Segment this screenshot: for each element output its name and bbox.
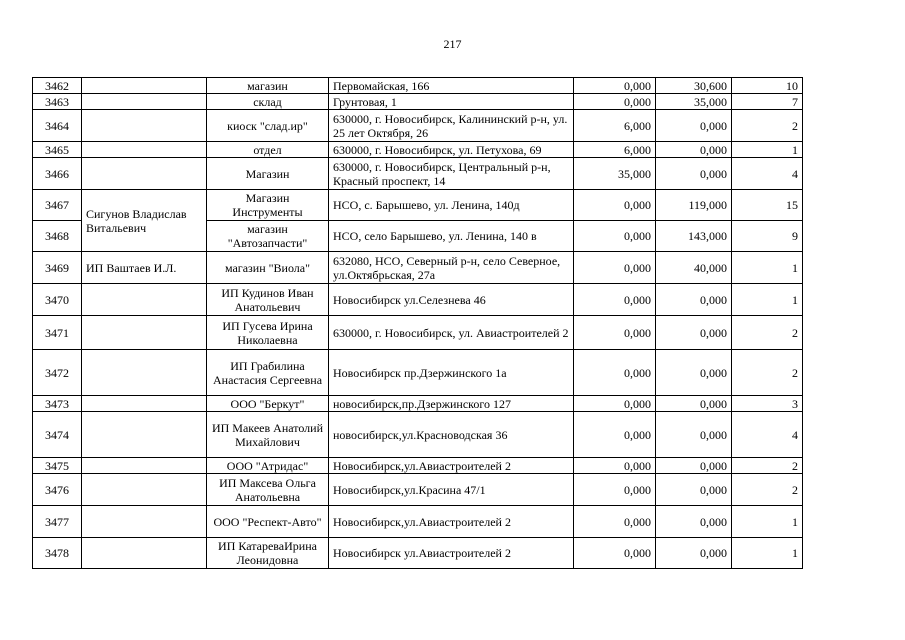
count-cell: 1 bbox=[732, 506, 803, 538]
value1-cell: 6,000 bbox=[574, 142, 656, 158]
object-cell: магазин "Автозапчасти" bbox=[207, 221, 329, 252]
table-row bbox=[33, 458, 803, 474]
table-row bbox=[33, 316, 803, 350]
address-cell: Грунтовая, 1 bbox=[329, 94, 574, 110]
value2-cell: 0,000 bbox=[656, 458, 732, 474]
value1-cell: 0,000 bbox=[574, 412, 656, 458]
value2-cell: 0,000 bbox=[656, 506, 732, 538]
row-id-cell: 3472 bbox=[33, 350, 82, 396]
value2-cell: 0,000 bbox=[656, 396, 732, 412]
owner-cell bbox=[82, 284, 207, 316]
table-row bbox=[33, 142, 803, 158]
owner-cell bbox=[82, 538, 207, 569]
count-cell: 15 bbox=[732, 190, 803, 221]
page-number: 217 bbox=[443, 37, 462, 51]
row-id-cell: 3469 bbox=[33, 252, 82, 284]
count-cell: 2 bbox=[732, 350, 803, 396]
value2-cell: 35,000 bbox=[656, 94, 732, 110]
row-id-cell: 3478 bbox=[33, 538, 82, 569]
value1-cell: 0,000 bbox=[574, 284, 656, 316]
count-cell: 2 bbox=[732, 458, 803, 474]
object-cell: Магазин Инструменты bbox=[207, 190, 329, 221]
owner-cell bbox=[82, 412, 207, 458]
address-cell: Новосибирск ул.Селезнева 46 bbox=[329, 284, 574, 316]
object-cell: ИП Кудинов Иван Анатольевич bbox=[207, 284, 329, 316]
object-cell: ООО "Беркут" bbox=[207, 396, 329, 412]
count-cell: 4 bbox=[732, 412, 803, 458]
address-cell: 630000, г. Новосибирск, Центральный р-н, Красный проспект, 14 bbox=[329, 158, 574, 190]
table-row bbox=[33, 538, 803, 569]
value2-cell: 0,000 bbox=[656, 350, 732, 396]
address-cell: НСО, село Барышево, ул. Ленина, 140 в bbox=[329, 221, 574, 252]
table-row bbox=[33, 190, 803, 221]
value2-cell: 30,600 bbox=[656, 78, 732, 94]
value2-cell: 0,000 bbox=[656, 316, 732, 350]
address-cell: 632080, НСО, Северный р-н, село Северное, ул.Октябрьская, 27а bbox=[329, 252, 574, 284]
row-id-cell: 3471 bbox=[33, 316, 82, 350]
value1-cell: 0,000 bbox=[574, 190, 656, 221]
count-cell: 10 bbox=[732, 78, 803, 94]
owner-cell bbox=[82, 110, 207, 142]
row-id-cell: 3465 bbox=[33, 142, 82, 158]
table-row bbox=[33, 158, 803, 190]
owner-cell bbox=[82, 506, 207, 538]
count-cell: 1 bbox=[732, 284, 803, 316]
value1-cell: 6,000 bbox=[574, 110, 656, 142]
owner-cell bbox=[82, 158, 207, 190]
row-id-cell: 3463 bbox=[33, 94, 82, 110]
address-cell: Новосибирск,ул.Авиастроителей 2 bbox=[329, 506, 574, 538]
row-id-cell: 3466 bbox=[33, 158, 82, 190]
object-cell: ИП Грабилина Анастасия Сергеевна bbox=[207, 350, 329, 396]
table-row bbox=[33, 110, 803, 142]
owner-cell bbox=[82, 78, 207, 94]
address-cell: НСО, с. Барышево, ул. Ленина, 140д bbox=[329, 190, 574, 221]
count-cell: 4 bbox=[732, 158, 803, 190]
value1-cell: 0,000 bbox=[574, 396, 656, 412]
table-row bbox=[33, 506, 803, 538]
address-cell: новосибирск,пр.Дзержинского 127 bbox=[329, 396, 574, 412]
value2-cell: 0,000 bbox=[656, 158, 732, 190]
value2-cell: 0,000 bbox=[656, 474, 732, 506]
object-cell: Магазин bbox=[207, 158, 329, 190]
row-id-cell: 3464 bbox=[33, 110, 82, 142]
object-cell: киоск "слад.ир" bbox=[207, 110, 329, 142]
object-cell: магазин bbox=[207, 78, 329, 94]
count-cell: 2 bbox=[732, 110, 803, 142]
value2-cell: 143,000 bbox=[656, 221, 732, 252]
table-row bbox=[33, 94, 803, 110]
owner-cell: Сигунов Владислав Витальевич bbox=[82, 190, 207, 252]
owner-cell bbox=[82, 458, 207, 474]
value2-cell: 0,000 bbox=[656, 412, 732, 458]
value1-cell: 0,000 bbox=[574, 221, 656, 252]
row-id-cell: 3474 bbox=[33, 412, 82, 458]
object-cell: ИП КатареваИрина Леонидовна bbox=[207, 538, 329, 569]
value1-cell: 0,000 bbox=[574, 94, 656, 110]
value1-cell: 0,000 bbox=[574, 316, 656, 350]
row-id-cell: 3470 bbox=[33, 284, 82, 316]
row-id-cell: 3468 bbox=[33, 221, 82, 252]
owner-cell bbox=[82, 396, 207, 412]
object-cell: ИП Максева Ольга Анатольевна bbox=[207, 474, 329, 506]
count-cell: 9 bbox=[732, 221, 803, 252]
row-id-cell: 3467 bbox=[33, 190, 82, 221]
count-cell: 3 bbox=[732, 396, 803, 412]
value1-cell: 0,000 bbox=[574, 538, 656, 569]
address-cell: Новосибирск,ул.Красина 47/1 bbox=[329, 474, 574, 506]
value1-cell: 0,000 bbox=[574, 474, 656, 506]
object-cell: склад bbox=[207, 94, 329, 110]
object-cell: ИП Гусева Ирина Николаевна bbox=[207, 316, 329, 350]
address-cell: Новосибирск пр.Дзержинского 1а bbox=[329, 350, 574, 396]
value2-cell: 0,000 bbox=[656, 110, 732, 142]
owner-cell bbox=[82, 142, 207, 158]
value1-cell: 0,000 bbox=[574, 350, 656, 396]
address-cell: 630000, г. Новосибирск, ул. Авиастроителей 2 bbox=[329, 316, 574, 350]
object-cell: отдел bbox=[207, 142, 329, 158]
value2-cell: 0,000 bbox=[656, 142, 732, 158]
row-id-cell: 3475 bbox=[33, 458, 82, 474]
count-cell: 1 bbox=[732, 142, 803, 158]
value2-cell: 0,000 bbox=[656, 538, 732, 569]
owner-cell bbox=[82, 474, 207, 506]
count-cell: 2 bbox=[732, 316, 803, 350]
value1-cell: 0,000 bbox=[574, 78, 656, 94]
owner-cell bbox=[82, 316, 207, 350]
table-row bbox=[33, 396, 803, 412]
table-row bbox=[33, 78, 803, 94]
count-cell: 1 bbox=[732, 538, 803, 569]
row-id-cell: 3462 bbox=[33, 78, 82, 94]
owner-cell bbox=[82, 350, 207, 396]
object-cell: ИП Макеев Анатолий Михайлович bbox=[207, 412, 329, 458]
address-cell: Первомайская, 166 bbox=[329, 78, 574, 94]
value1-cell: 0,000 bbox=[574, 252, 656, 284]
table-row bbox=[33, 474, 803, 506]
count-cell: 7 bbox=[732, 94, 803, 110]
row-id-cell: 3476 bbox=[33, 474, 82, 506]
row-id-cell: 3473 bbox=[33, 396, 82, 412]
table-row bbox=[33, 412, 803, 458]
owner-cell bbox=[82, 94, 207, 110]
object-cell: ООО "Респект-Авто" bbox=[207, 506, 329, 538]
value1-cell: 35,000 bbox=[574, 158, 656, 190]
object-cell: ООО "Атридас" bbox=[207, 458, 329, 474]
value1-cell: 0,000 bbox=[574, 458, 656, 474]
row-id-cell: 3477 bbox=[33, 506, 82, 538]
value2-cell: 40,000 bbox=[656, 252, 732, 284]
owner-cell: ИП Ваштаев И.Л. bbox=[82, 252, 207, 284]
table-row bbox=[33, 252, 803, 284]
object-cell: магазин "Виола" bbox=[207, 252, 329, 284]
registry-table bbox=[32, 77, 803, 569]
address-cell: 630000, г. Новосибирск, ул. Петухова, 69 bbox=[329, 142, 574, 158]
table-row bbox=[33, 284, 803, 316]
address-cell: Новосибирск ул.Авиастроителей 2 bbox=[329, 538, 574, 569]
value2-cell: 0,000 bbox=[656, 284, 732, 316]
value2-cell: 119,000 bbox=[656, 190, 732, 221]
count-cell: 1 bbox=[732, 252, 803, 284]
address-cell: новосибирск,ул.Красноводская 36 bbox=[329, 412, 574, 458]
value1-cell: 0,000 bbox=[574, 506, 656, 538]
table-row bbox=[33, 350, 803, 396]
address-cell: 630000, г. Новосибирск, Калининский р-н, ул. 25 лет Октября, 26 bbox=[329, 110, 574, 142]
address-cell: Новосибирск,ул.Авиастроителей 2 bbox=[329, 458, 574, 474]
count-cell: 2 bbox=[732, 474, 803, 506]
